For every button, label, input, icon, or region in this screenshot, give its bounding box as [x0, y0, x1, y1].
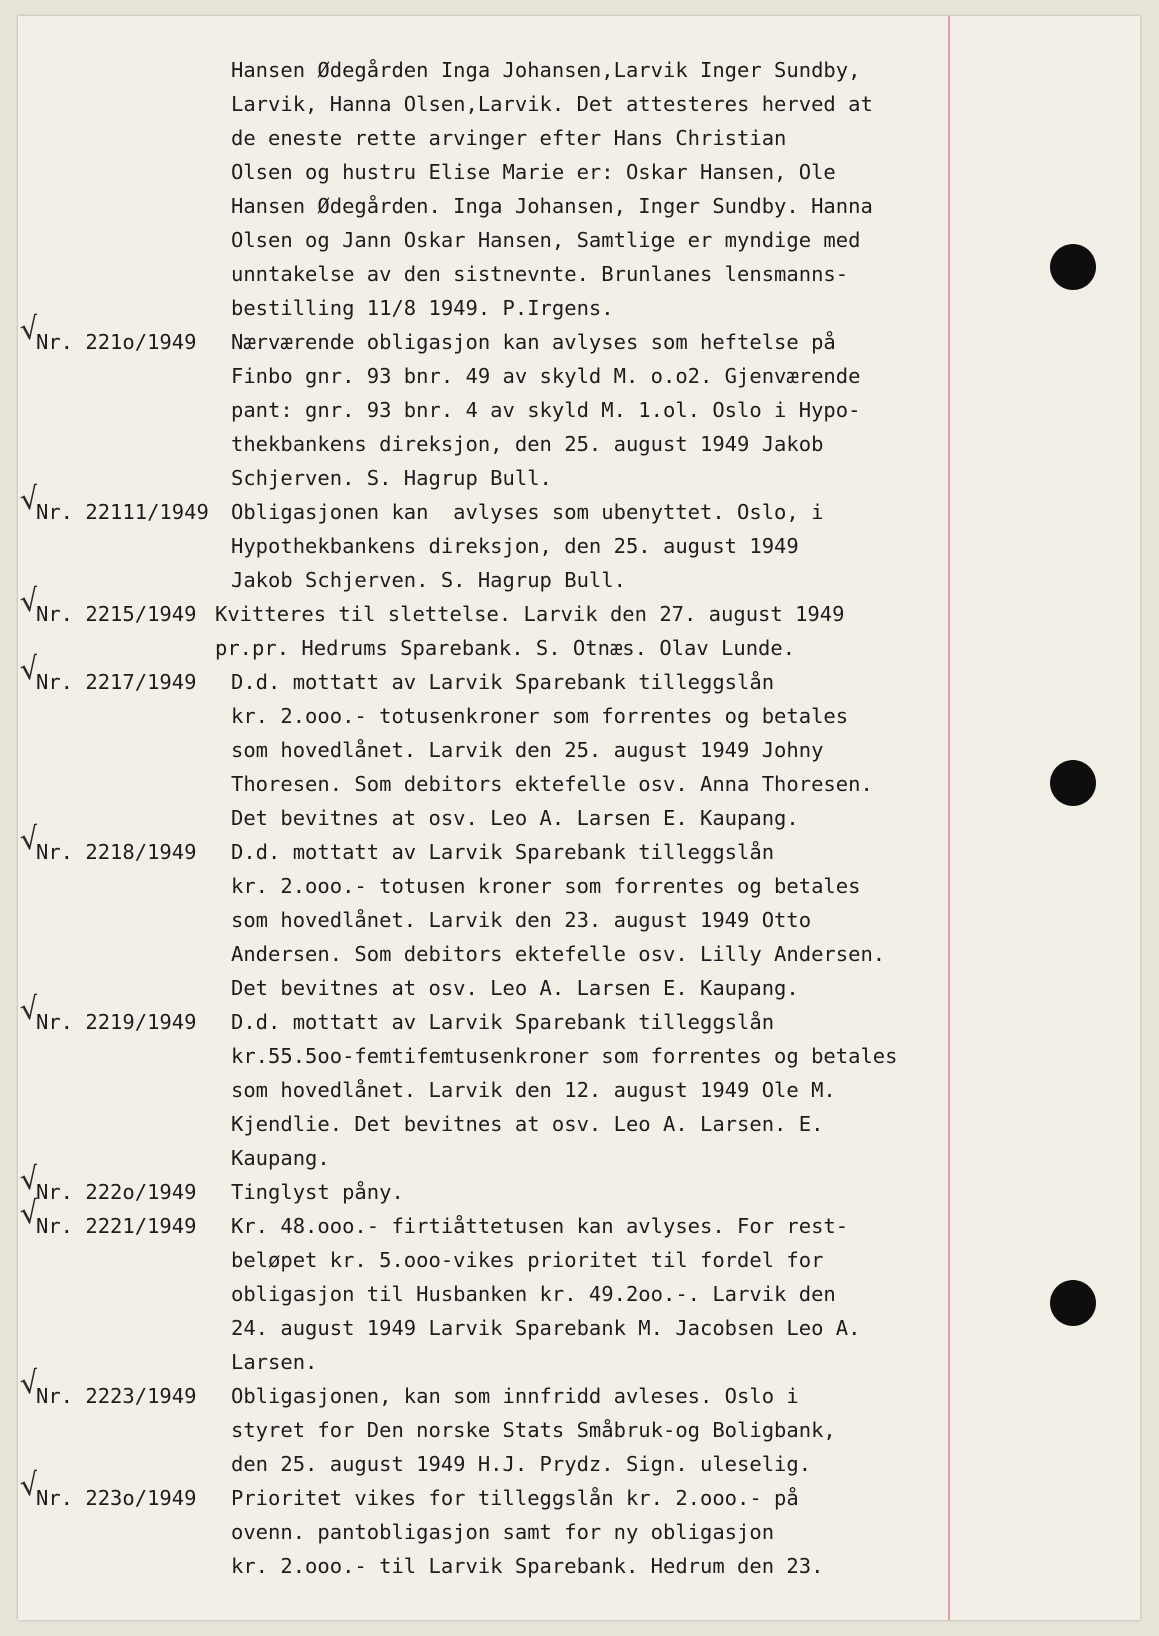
text-line: D.d. mottatt av Larvik Sparebank tilleggslån [231, 840, 775, 864]
text-line: Tinglyst påny. [231, 1180, 404, 1204]
text-line: beløpet kr. 5.ooo-vikes prioritet til fordel for [231, 1248, 824, 1272]
entry-number: Nr. 221o/1949 [36, 330, 197, 354]
text-line: kr. 2.ooo.- til Larvik Sparebank. Hedrum den 23. [231, 1554, 824, 1578]
text-line: kr.55.5oo-femtifemtusenkroner som forrentes og betales [231, 1044, 898, 1068]
checkmark-icon: √ [18, 990, 42, 1029]
text-line: Thoresen. Som debitors ektefelle osv. Anna Thoresen. [231, 772, 873, 796]
punch-hole [1050, 760, 1096, 806]
text-line: Obligasjonen kan avlyses som ubenyttet. Oslo, i [231, 500, 824, 524]
text-line: Prioritet vikes for tilleggslån kr. 2.ooo.- på [231, 1486, 799, 1510]
checkmark-icon: √ [18, 1466, 42, 1505]
text-line: Kaupang. [231, 1146, 330, 1170]
entry-number: Nr. 2219/1949 [36, 1010, 197, 1034]
entry-number: Nr. 2215/1949 [36, 602, 197, 626]
text-line: pr.pr. Hedrums Sparebank. S. Otnæs. Olav Lunde. [215, 636, 796, 660]
text-line: Hansen Ødegården. Inga Johansen, Inger Sundby. Hanna [231, 194, 873, 218]
document-page [18, 16, 1140, 1620]
punch-hole [1050, 1280, 1096, 1326]
text-line: som hovedlånet. Larvik den 25. august 1949 Johny [231, 738, 824, 762]
text-line: 24. august 1949 Larvik Sparebank M. Jacobsen Leo A. [231, 1316, 861, 1340]
checkmark-icon: √ [18, 582, 42, 621]
text-line: Kr. 48.ooo.- firtiåttetusen kan avlyses. For rest- [231, 1214, 849, 1238]
entry-number: Nr. 2223/1949 [36, 1384, 197, 1408]
document-text [18, 16, 898, 1620]
text-line: unntakelse av den sistnevnte. Brunlanes lensmanns- [231, 262, 849, 286]
text-line: Olsen og Jann Oskar Hansen, Samtlige er myndige med [231, 228, 861, 252]
entry-number: Nr. 2217/1949 [36, 670, 197, 694]
text-line: bestilling 11/8 1949. P.Irgens. [231, 296, 614, 320]
entry-number: Nr. 2218/1949 [36, 840, 197, 864]
text-line: D.d. mottatt av Larvik Sparebank tilleggslån [231, 670, 775, 694]
text-line: Jakob Schjerven. S. Hagrup Bull. [231, 568, 626, 592]
text-line: Det bevitnes at osv. Leo A. Larsen E. Kaupang. [231, 806, 799, 830]
text-line: Nærværende obligasjon kan avlyses som heftelse på [231, 330, 836, 354]
checkmark-icon: √ [18, 1194, 42, 1233]
text-line: som hovedlånet. Larvik den 23. august 1949 Otto [231, 908, 812, 932]
checkmark-icon: √ [18, 650, 42, 689]
text-line: Larvik, Hanna Olsen,Larvik. Det attesteres herved at [231, 92, 873, 116]
text-line: Finbo gnr. 93 bnr. 49 av skyld M. o.o2. Gjenværende [231, 364, 861, 388]
text-line: thekbankens direksjon, den 25. august 1949 Jakob [231, 432, 824, 456]
text-line: pant: gnr. 93 bnr. 4 av skyld M. 1.ol. Oslo i Hypo- [231, 398, 861, 422]
text-line: Kvitteres til slettelse. Larvik den 27. august 1949 [215, 602, 845, 626]
text-line: Schjerven. S. Hagrup Bull. [231, 466, 552, 490]
text-line: styret for Den norske Stats Småbruk-og Boligbank, [231, 1418, 836, 1442]
punch-hole [1050, 244, 1096, 290]
text-line: Hypothekbankens direksjon, den 25. august 1949 [231, 534, 799, 558]
margin-line [948, 16, 950, 1620]
checkmark-icon: √ [18, 1160, 42, 1199]
text-line: D.d. mottatt av Larvik Sparebank tilleggslån [231, 1010, 775, 1034]
text-line: Obligasjonen, kan som innfridd avleses. Oslo i [231, 1384, 799, 1408]
text-line: Kjendlie. Det bevitnes at osv. Leo A. Larsen. E. [231, 1112, 824, 1136]
text-line: kr. 2.ooo.- totusen kroner som forrentes og betales [231, 874, 861, 898]
entry-number: Nr. 2221/1949 [36, 1214, 197, 1238]
checkmark-icon: √ [18, 310, 42, 349]
entry-number: Nr. 222o/1949 [36, 1180, 197, 1204]
text-line: Andersen. Som debitors ektefelle osv. Lilly Andersen. [231, 942, 886, 966]
text-line: den 25. august 1949 H.J. Prydz. Sign. uleselig. [231, 1452, 812, 1476]
text-line: som hovedlånet. Larvik den 12. august 1949 Ole M. [231, 1078, 836, 1102]
text-line: Det bevitnes at osv. Leo A. Larsen E. Kaupang. [231, 976, 799, 1000]
entry-number: Nr. 223o/1949 [36, 1486, 197, 1510]
checkmark-icon: √ [18, 1364, 42, 1403]
entry-number: Nr. 22111/1949 [36, 500, 209, 524]
checkmark-icon: √ [18, 820, 42, 859]
checkmark-icon: √ [18, 480, 42, 519]
text-line: ovenn. pantobligasjon samt for ny obligasjon [231, 1520, 775, 1544]
text-line: Olsen og hustru Elise Marie er: Oskar Hansen, Ole [231, 160, 836, 184]
text-line: obligasjon til Husbanken kr. 49.2oo.-. Larvik den [231, 1282, 836, 1306]
text-line: kr. 2.ooo.- totusenkroner som forrentes og betales [231, 704, 849, 728]
text-line: Hansen Ødegården Inga Johansen,Larvik Inger Sundby, [231, 58, 861, 82]
text-line: de eneste rette arvinger efter Hans Christian [231, 126, 787, 150]
text-line: Larsen. [231, 1350, 318, 1374]
